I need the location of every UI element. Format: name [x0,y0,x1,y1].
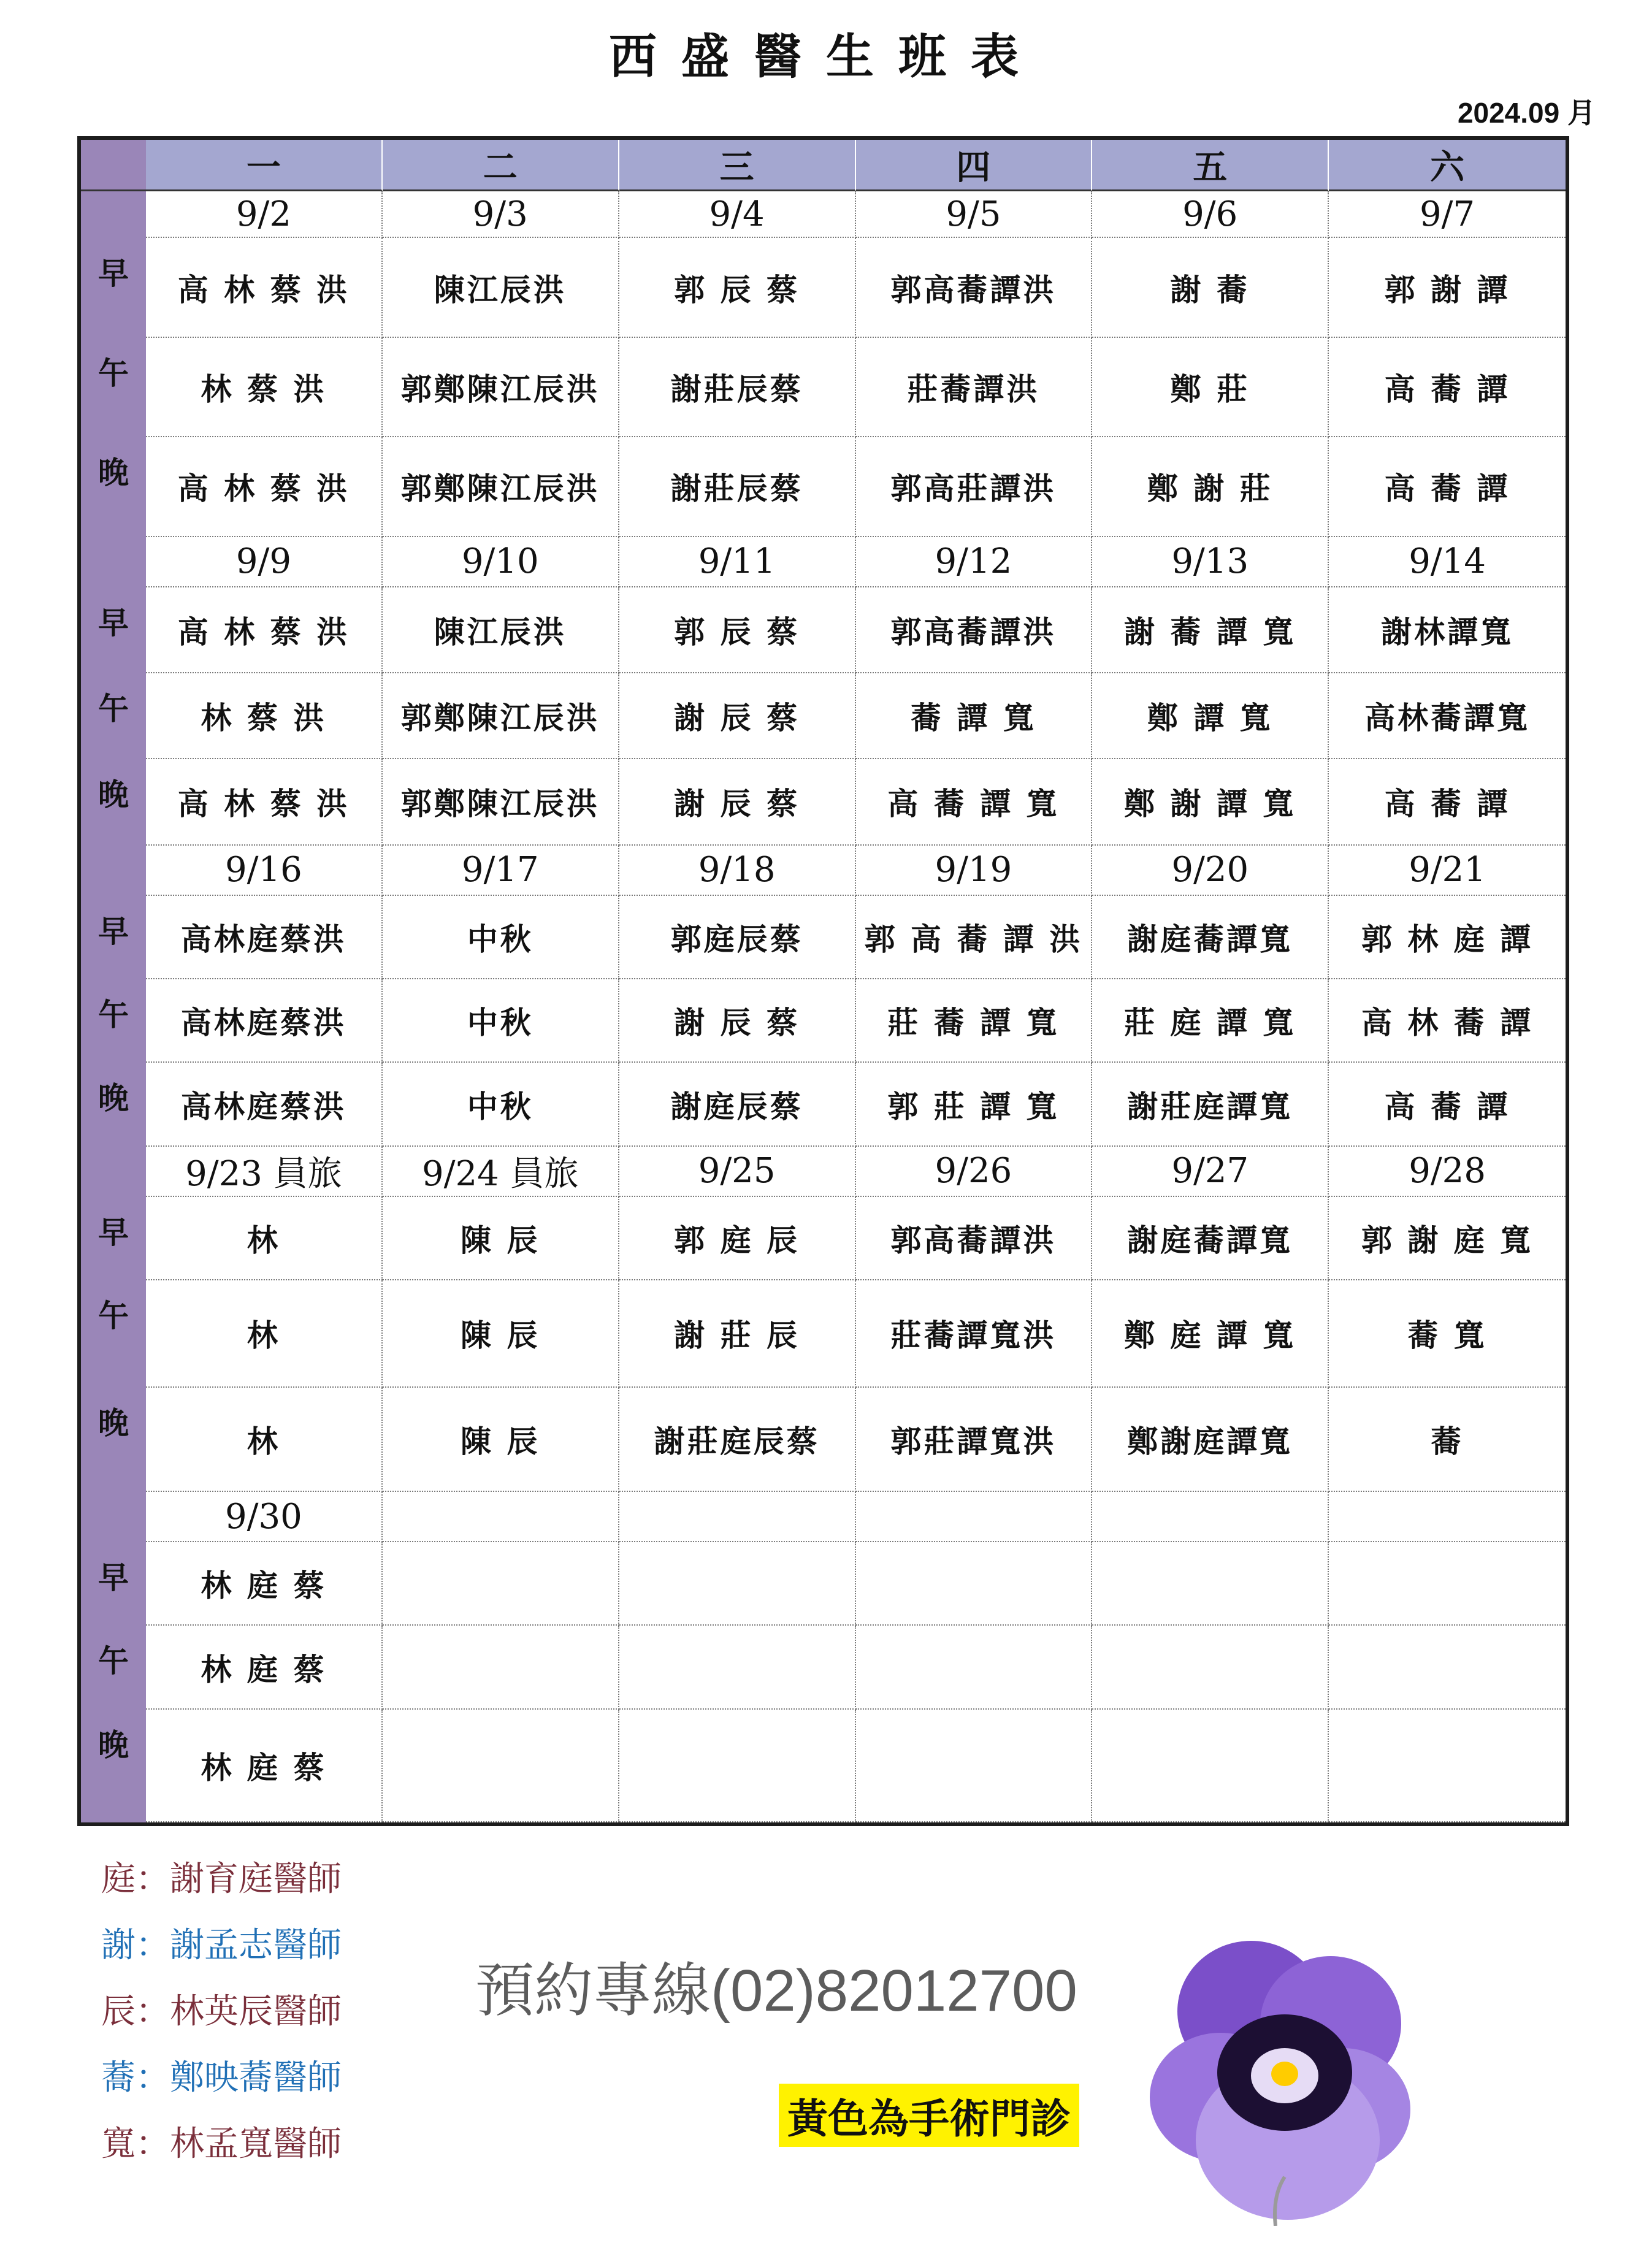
weekday-header: 二 [383,140,619,191]
shift-cell: 林 [146,1388,383,1492]
shift-cell: 莊蕎譚洪 [856,338,1093,437]
shift-cell [383,1710,619,1822]
shift-cell: 莊 蕎 譚 寬 [856,979,1093,1063]
shift-cell: 蕎 寬 [1329,1280,1566,1387]
date-cell: 9/30 [146,1492,383,1542]
shift-cell: 陳江辰洪 [383,238,619,337]
shift-cell: 高林庭蔡洪 [146,979,383,1063]
shift-cell [619,1542,856,1626]
shift-cell: 郭 謝 譚 [1329,238,1566,337]
legend-item: 蕎：鄭映蕎醫師 [101,2058,342,2098]
shift-cell: 謝 辰 蔡 [619,979,856,1063]
date-cell [856,1492,1093,1542]
shift-cell: 謝庭蕎譚寬 [1092,1197,1329,1280]
shift-cell: 高 林 蔡 洪 [146,238,383,337]
shift-cell: 高 蕎 譚 [1329,338,1566,437]
schedule-table [77,136,1569,1826]
date-cell: 9/24 員旅 [383,1147,619,1197]
shift-cell: 郭高蕎譚洪 [856,587,1093,673]
shift-cell [619,1710,856,1822]
shift-cell [1329,1542,1566,1626]
legend-item: 寬：林孟寬醫師 [101,2124,342,2164]
shift-cell: 高 蕎 譚 寬 [856,759,1093,845]
shift-cell: 郭鄭陳江辰洪 [383,673,619,759]
shift-cell [619,1626,856,1709]
table-corner [81,140,146,191]
shift-cell [856,1710,1093,1822]
date-cell [619,1492,856,1542]
date-row-spacer [81,191,146,238]
shift-cell: 陳江辰洪 [383,587,619,673]
shift-cell: 鄭 庭 譚 寬 [1092,1280,1329,1387]
shift-cell: 高 林 蔡 洪 [146,437,383,537]
shift-cell: 郭鄭陳江辰洪 [383,338,619,437]
shift-cell: 鄭謝庭譚寬 [1092,1388,1329,1492]
shift-cell: 郭高莊譚洪 [856,437,1093,537]
legend-item: 謝：謝孟志醫師 [101,1925,342,1965]
shift-label: 晚 [81,1388,146,1492]
date-cell: 9/26 [856,1147,1093,1197]
shift-cell: 郭庭辰蔡 [619,896,856,979]
date-cell: 9/2 [146,191,383,238]
date-cell: 9/23 員旅 [146,1147,383,1197]
shift-cell: 陳 辰 [383,1388,619,1492]
shift-cell: 謝庭辰蔡 [619,1063,856,1146]
date-cell: 9/13 [1092,537,1329,587]
shift-cell [383,1626,619,1709]
shift-cell: 謝莊辰蔡 [619,437,856,537]
shift-cell: 中秋 [383,896,619,979]
shift-cell: 郭鄭陳江辰洪 [383,759,619,845]
shift-cell [856,1542,1093,1626]
shift-cell: 林 蔡 洪 [146,673,383,759]
shift-cell: 莊蕎譚寬洪 [856,1280,1093,1387]
shift-cell [383,1542,619,1626]
shift-cell: 林 蔡 洪 [146,338,383,437]
shift-cell: 高 蕎 譚 [1329,759,1566,845]
shift-label: 早 [81,238,146,337]
shift-label: 早 [81,587,146,673]
shift-cell: 謝莊辰蔡 [619,338,856,437]
date-cell: 9/10 [383,537,619,587]
shift-label: 晚 [81,1063,146,1146]
date-cell: 9/9 [146,537,383,587]
shift-label: 早 [81,896,146,979]
date-cell: 9/19 [856,846,1093,896]
shift-cell: 郭鄭陳江辰洪 [383,437,619,537]
shift-cell: 陳 辰 [383,1280,619,1387]
shift-cell: 郭 辰 蔡 [619,587,856,673]
shift-cell: 謝 辰 蔡 [619,759,856,845]
shift-cell: 高 林 蔡 洪 [146,587,383,673]
shift-label: 早 [81,1197,146,1280]
date-cell: 9/21 [1329,846,1566,896]
shift-cell: 郭高蕎譚洪 [856,238,1093,337]
shift-cell: 郭高蕎譚洪 [856,1197,1093,1280]
date-cell: 9/28 [1329,1147,1566,1197]
shift-cell: 郭 庭 辰 [619,1197,856,1280]
date-cell: 9/3 [383,191,619,238]
shift-cell [1329,1626,1566,1709]
date-cell: 9/16 [146,846,383,896]
shift-cell [1092,1542,1329,1626]
shift-cell: 林 庭 蔡 [146,1626,383,1709]
weekday-header: 五 [1092,140,1329,191]
shift-cell: 謝莊庭譚寬 [1092,1063,1329,1146]
shift-cell: 鄭 譚 寬 [1092,673,1329,759]
shift-cell: 郭 辰 蔡 [619,238,856,337]
shift-cell: 莊 庭 譚 寬 [1092,979,1329,1063]
shift-label: 午 [81,979,146,1063]
shift-cell [1092,1710,1329,1822]
date-cell: 9/6 [1092,191,1329,238]
date-row-spacer [81,1492,146,1542]
shift-cell: 郭 莊 譚 寬 [856,1063,1093,1146]
shift-label: 午 [81,673,146,759]
shift-cell: 謝 莊 辰 [619,1280,856,1387]
shift-label: 晚 [81,759,146,845]
shift-label: 晚 [81,1710,146,1822]
shift-label: 午 [81,1280,146,1387]
hotline: 預約專線(02)82012700 [475,1958,1077,2024]
date-row-spacer [81,846,146,896]
weekday-header: 一 [146,140,383,191]
shift-cell [856,1626,1093,1709]
shift-cell: 蕎 [1329,1388,1566,1492]
shift-label: 早 [81,1542,146,1626]
date-cell: 9/4 [619,191,856,238]
date-cell: 9/18 [619,846,856,896]
shift-label: 午 [81,1626,146,1709]
shift-label: 午 [81,338,146,437]
date-cell: 9/14 [1329,537,1566,587]
pansy-flower-image [1147,1919,1417,2226]
shift-cell: 高 林 蔡 洪 [146,759,383,845]
shift-cell: 高 蕎 譚 [1329,1063,1566,1146]
weekday-header: 三 [619,140,856,191]
surgery-note: 黃色為手術門診 [779,2084,1079,2147]
shift-cell: 郭 謝 庭 寬 [1329,1197,1566,1280]
date-cell: 9/12 [856,537,1093,587]
shift-cell: 謝 辰 蔡 [619,673,856,759]
weekday-header: 六 [1329,140,1566,191]
shift-cell: 中秋 [383,979,619,1063]
legend-item: 辰：林英辰醫師 [101,1992,342,2032]
date-cell: 9/17 [383,846,619,896]
shift-cell [1329,1710,1566,1822]
shift-cell [1092,1626,1329,1709]
shift-cell: 高林庭蔡洪 [146,1063,383,1146]
legend-item: 庭：謝育庭醫師 [101,1859,342,1899]
shift-cell: 林 [146,1197,383,1280]
date-cell: 9/11 [619,537,856,587]
date-cell: 9/5 [856,191,1093,238]
shift-cell: 鄭 謝 譚 寬 [1092,759,1329,845]
shift-cell: 蕎 譚 寬 [856,673,1093,759]
date-cell: 9/20 [1092,846,1329,896]
shift-cell: 中秋 [383,1063,619,1146]
month-label: 2024.09 月 [1457,97,1596,129]
shift-cell: 郭莊譚寬洪 [856,1388,1093,1492]
shift-cell: 高 林 蕎 譚 [1329,979,1566,1063]
shift-cell: 郭 高 蕎 譚 洪 [856,896,1093,979]
date-cell [383,1492,619,1542]
page-title: 西盛醫生班表 [608,29,1043,85]
shift-cell: 林 庭 蔡 [146,1542,383,1626]
weekday-header: 四 [856,140,1093,191]
date-cell: 9/27 [1092,1147,1329,1197]
shift-cell: 鄭 莊 [1092,338,1329,437]
shift-cell: 高 蕎 譚 [1329,437,1566,537]
shift-cell: 郭 林 庭 譚 [1329,896,1566,979]
date-row-spacer [81,537,146,587]
shift-cell: 謝 蕎 [1092,238,1329,337]
date-row-spacer [81,1147,146,1197]
shift-cell: 謝 蕎 譚 寬 [1092,587,1329,673]
shift-cell: 謝莊庭辰蔡 [619,1388,856,1492]
date-cell [1329,1492,1566,1542]
shift-cell: 林 庭 蔡 [146,1710,383,1822]
shift-cell: 鄭 謝 莊 [1092,437,1329,537]
shift-cell: 林 [146,1280,383,1387]
date-cell: 9/7 [1329,191,1566,238]
date-cell [1092,1492,1329,1542]
shift-cell: 陳 辰 [383,1197,619,1280]
date-cell: 9/25 [619,1147,856,1197]
shift-cell: 謝林譚寬 [1329,587,1566,673]
shift-cell: 高林庭蔡洪 [146,896,383,979]
shift-label: 晚 [81,437,146,537]
shift-cell: 高林蕎譚寬 [1329,673,1566,759]
shift-cell: 謝庭蕎譚寬 [1092,896,1329,979]
